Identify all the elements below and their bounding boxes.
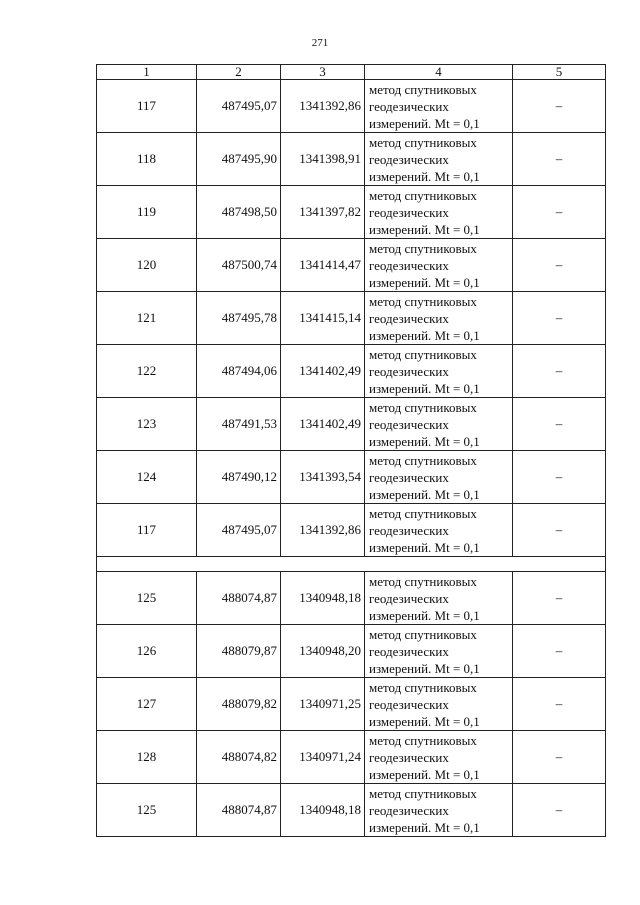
- note-dash: –: [513, 133, 606, 186]
- coordinate-y: 1341402,49: [281, 398, 365, 451]
- coordinate-y: 1341392,86: [281, 504, 365, 557]
- table-row: [97, 784, 606, 837]
- measurement-method-line: метод спутниковых: [369, 240, 477, 256]
- measurement-method: [365, 678, 513, 731]
- point-number: 125: [97, 572, 197, 625]
- measurement-method-line: метод спутниковых: [369, 505, 477, 521]
- note-dash: –: [513, 80, 606, 133]
- measurement-method-line: метод спутниковых: [369, 134, 477, 150]
- measurement-method-line: измерений. Mt = 0,1: [369, 539, 480, 555]
- measurement-method-line: геодезических: [369, 590, 449, 606]
- coordinate-y: 1341392,86: [281, 80, 365, 133]
- point-number: 119: [97, 186, 197, 239]
- measurement-method-line: геодезических: [369, 522, 449, 538]
- measurement-method-line: измерений. Mt = 0,1: [369, 168, 480, 184]
- point-number: 127: [97, 678, 197, 731]
- header-col-3: 3: [281, 65, 365, 80]
- measurement-method-line: измерений. Mt = 0,1: [369, 327, 480, 343]
- coordinate-y: 1340948,20: [281, 625, 365, 678]
- coordinate-y: 1341402,49: [281, 345, 365, 398]
- measurement-method-line: измерений. Mt = 0,1: [369, 221, 480, 237]
- group-separator-row: [97, 557, 606, 572]
- point-number: 121: [97, 292, 197, 345]
- coordinate-y: 1340948,18: [281, 784, 365, 837]
- table-row: [97, 80, 606, 133]
- table-row: [97, 625, 606, 678]
- measurement-method-line: метод спутниковых: [369, 346, 477, 362]
- coordinate-y: 1341393,54: [281, 451, 365, 504]
- measurement-method-line: геодезических: [369, 204, 449, 220]
- coordinate-x: 488074,87: [197, 572, 281, 625]
- header-row: [97, 65, 606, 80]
- measurement-method-line: геодезических: [369, 310, 449, 326]
- measurement-method-line: измерений. Mt = 0,1: [369, 486, 480, 502]
- point-number: 118: [97, 133, 197, 186]
- measurement-method: [365, 451, 513, 504]
- table-body: [97, 80, 606, 837]
- measurement-method-line: геодезических: [369, 469, 449, 485]
- measurement-method-line: метод спутниковых: [369, 399, 477, 415]
- measurement-method: [365, 572, 513, 625]
- coordinate-x: 487495,07: [197, 504, 281, 557]
- table-row: [97, 345, 606, 398]
- measurement-method-line: измерений. Mt = 0,1: [369, 274, 480, 290]
- measurement-method-line: измерений. Mt = 0,1: [369, 433, 480, 449]
- measurement-method-line: геодезических: [369, 151, 449, 167]
- measurement-method-line: геодезических: [369, 749, 449, 765]
- table-row: [97, 133, 606, 186]
- header-col-2: 2: [197, 65, 281, 80]
- measurement-method-line: геодезических: [369, 416, 449, 432]
- measurement-method-line: геодезических: [369, 98, 449, 114]
- measurement-method-line: измерений. Mt = 0,1: [369, 380, 480, 396]
- coordinate-x: 487495,90: [197, 133, 281, 186]
- measurement-method-line: геодезических: [369, 257, 449, 273]
- header-col-1: 1: [97, 65, 197, 80]
- coordinate-x: 487490,12: [197, 451, 281, 504]
- page-number: 271: [311, 37, 329, 49]
- table-row: [97, 572, 606, 625]
- header-col-4: 4: [365, 65, 513, 80]
- note-dash: –: [513, 398, 606, 451]
- measurement-method: [365, 292, 513, 345]
- measurement-method-line: метод спутниковых: [369, 187, 477, 203]
- point-number: 125: [97, 784, 197, 837]
- coordinate-y: 1340948,18: [281, 572, 365, 625]
- measurement-method: [365, 80, 513, 133]
- measurement-method-line: метод спутниковых: [369, 626, 477, 642]
- coordinate-x: 487495,07: [197, 80, 281, 133]
- measurement-method: [365, 345, 513, 398]
- table-row: [97, 398, 606, 451]
- coordinate-x: 488079,82: [197, 678, 281, 731]
- note-dash: –: [513, 625, 606, 678]
- table-row: [97, 186, 606, 239]
- note-dash: –: [513, 504, 606, 557]
- measurement-method-line: измерений. Mt = 0,1: [369, 660, 480, 676]
- measurement-method-line: метод спутниковых: [369, 573, 477, 589]
- measurement-method: [365, 625, 513, 678]
- point-number: 120: [97, 239, 197, 292]
- measurement-method: [365, 504, 513, 557]
- note-dash: –: [513, 784, 606, 837]
- coordinate-x: 487500,74: [197, 239, 281, 292]
- coordinate-y: 1340971,25: [281, 678, 365, 731]
- measurement-method-line: геодезических: [369, 802, 449, 818]
- table-row: [97, 678, 606, 731]
- note-dash: –: [513, 239, 606, 292]
- point-number: 123: [97, 398, 197, 451]
- coordinate-x: 488074,82: [197, 731, 281, 784]
- point-number: 117: [97, 80, 197, 133]
- note-dash: –: [513, 345, 606, 398]
- coordinate-x: 488074,87: [197, 784, 281, 837]
- coordinate-y: 1341398,91: [281, 133, 365, 186]
- point-number: 126: [97, 625, 197, 678]
- measurement-method: [365, 133, 513, 186]
- coordinate-y: 1341415,14: [281, 292, 365, 345]
- measurement-method: [365, 731, 513, 784]
- table-row: [97, 239, 606, 292]
- point-number: 124: [97, 451, 197, 504]
- coordinate-x: 487498,50: [197, 186, 281, 239]
- table-row: [97, 292, 606, 345]
- group-separator: [97, 557, 606, 572]
- table-row: [97, 504, 606, 557]
- measurement-method-line: геодезических: [369, 696, 449, 712]
- measurement-method-line: геодезических: [369, 643, 449, 659]
- measurement-method-line: измерений. Mt = 0,1: [369, 713, 480, 729]
- measurement-method-line: измерений. Mt = 0,1: [369, 766, 480, 782]
- coordinate-x: 488079,87: [197, 625, 281, 678]
- coordinate-x: 487494,06: [197, 345, 281, 398]
- table-row: [97, 731, 606, 784]
- coordinate-y: 1340971,24: [281, 731, 365, 784]
- note-dash: –: [513, 572, 606, 625]
- point-number: 128: [97, 731, 197, 784]
- coordinate-x: 487495,78: [197, 292, 281, 345]
- coordinates-table: [96, 64, 606, 837]
- table-row: [97, 451, 606, 504]
- measurement-method-line: метод спутниковых: [369, 293, 477, 309]
- point-number: 117: [97, 504, 197, 557]
- header-col-5: 5: [513, 65, 606, 80]
- measurement-method-line: метод спутниковых: [369, 785, 477, 801]
- measurement-method-line: метод спутниковых: [369, 81, 477, 97]
- measurement-method-line: геодезических: [369, 363, 449, 379]
- measurement-method: [365, 784, 513, 837]
- coordinate-y: 1341414,47: [281, 239, 365, 292]
- measurement-method-line: метод спутниковых: [369, 732, 477, 748]
- measurement-method-line: измерений. Mt = 0,1: [369, 115, 480, 131]
- coordinate-y: 1341397,82: [281, 186, 365, 239]
- measurement-method-line: измерений. Mt = 0,1: [369, 819, 480, 835]
- coordinate-x: 487491,53: [197, 398, 281, 451]
- note-dash: –: [513, 678, 606, 731]
- measurement-method-line: метод спутниковых: [369, 452, 477, 468]
- note-dash: –: [513, 731, 606, 784]
- note-dash: –: [513, 186, 606, 239]
- measurement-method-line: метод спутниковых: [369, 679, 477, 695]
- measurement-method: [365, 186, 513, 239]
- measurement-method: [365, 239, 513, 292]
- note-dash: –: [513, 292, 606, 345]
- measurement-method: [365, 398, 513, 451]
- point-number: 122: [97, 345, 197, 398]
- measurement-method-line: измерений. Mt = 0,1: [369, 607, 480, 623]
- note-dash: –: [513, 451, 606, 504]
